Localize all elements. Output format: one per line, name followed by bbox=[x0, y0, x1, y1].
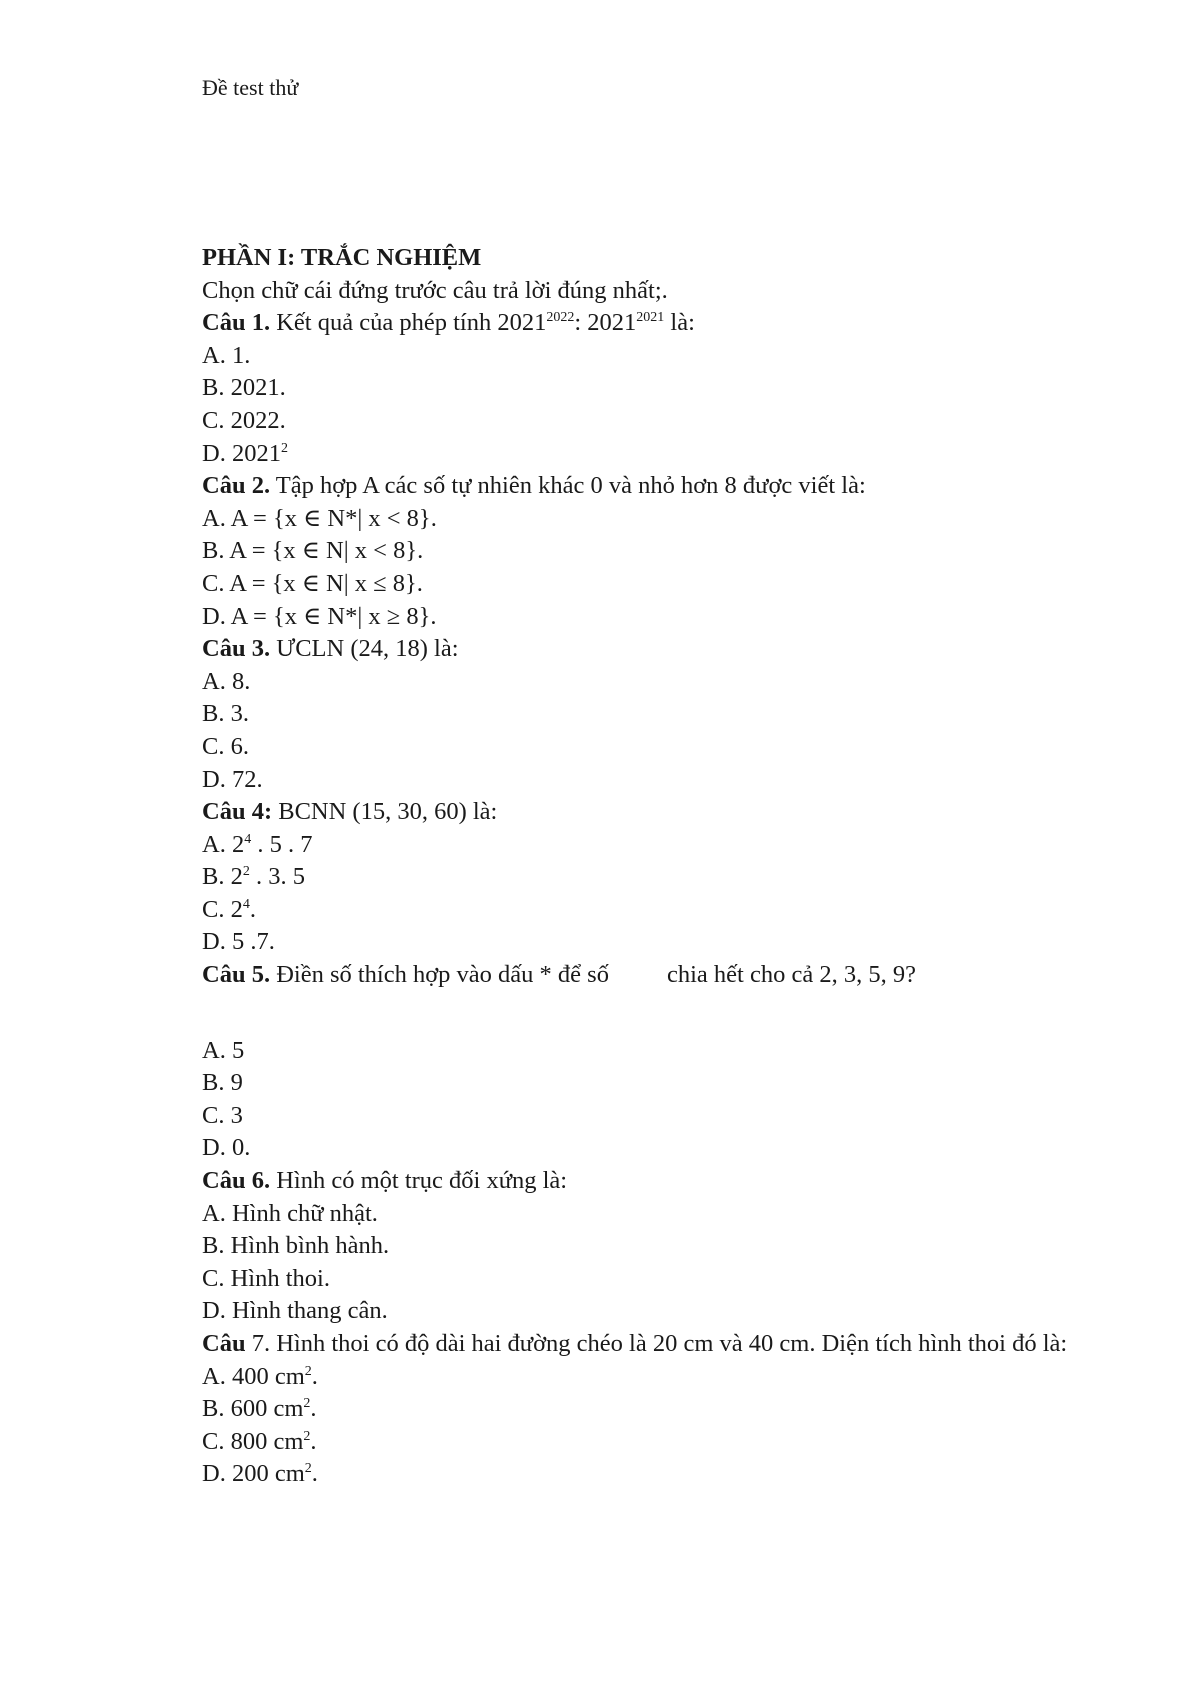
question-text: là: bbox=[664, 309, 695, 337]
answer-option bbox=[202, 438, 1102, 471]
section-title: PHẦN I: TRẮC NGHIỆM bbox=[202, 244, 482, 271]
question-7-stem bbox=[202, 1328, 1102, 1361]
option-text: . bbox=[311, 1460, 318, 1488]
answer-option: C. 2022. bbox=[202, 406, 286, 434]
answer-option: A. Hình chữ nhật. bbox=[202, 1199, 378, 1227]
question-1-stem bbox=[202, 307, 1102, 340]
answer-option bbox=[202, 1458, 1102, 1491]
answer-option bbox=[202, 1393, 1102, 1426]
question-text: Kết quả của phép tính 2021 bbox=[270, 309, 547, 337]
option-text: . bbox=[311, 1362, 318, 1390]
option-text: B. 600 cm bbox=[202, 1395, 304, 1423]
question-text: Điền số thích hợp vào dấu * để số bbox=[270, 961, 609, 989]
answer-option: B. 9 bbox=[202, 1069, 243, 1097]
option-text: C. 2 bbox=[202, 895, 243, 923]
question-label: Câu 1. bbox=[202, 309, 271, 337]
exponent: 2021 bbox=[636, 310, 665, 326]
blank-space bbox=[202, 992, 1102, 1035]
option-text: B. 2 bbox=[202, 863, 243, 891]
answer-option bbox=[202, 894, 1102, 927]
exponent: 2 bbox=[304, 1461, 312, 1477]
answer-option: A. 8. bbox=[202, 667, 251, 695]
answer-option: A. 5 bbox=[202, 1036, 245, 1064]
answer-option: D. Hình thang cân. bbox=[202, 1297, 388, 1325]
answer-option bbox=[202, 829, 1102, 862]
question-4-stem bbox=[202, 796, 1102, 829]
question-label: Câu 6. bbox=[202, 1167, 271, 1195]
question-label: Câu 4: bbox=[202, 798, 273, 826]
question-label: Câu 3. bbox=[202, 635, 271, 663]
question-text: ƯCLN (24, 18) là: bbox=[270, 635, 459, 663]
answer-option: A. A = {x ∈ N*| x < 8}. bbox=[202, 504, 437, 532]
answer-option bbox=[202, 861, 1102, 894]
answer-option: B. A = {x ∈ N| x < 8}. bbox=[202, 537, 424, 565]
question-text: BCNN (15, 30, 60) là: bbox=[272, 798, 498, 826]
question-2-stem bbox=[202, 470, 1102, 503]
answer-option: D. 5 .7. bbox=[202, 928, 275, 956]
option-text: . bbox=[249, 895, 256, 923]
exam-content bbox=[202, 242, 1102, 1491]
page-header: Đề test thử bbox=[202, 75, 299, 100]
option-text: D. 2021 bbox=[202, 439, 281, 467]
option-text: A. 2 bbox=[202, 830, 245, 858]
option-text: . bbox=[310, 1395, 317, 1423]
question-text: chia hết cho cả 2, 3, 5, 9? bbox=[666, 961, 916, 989]
answer-option: C. Hình thoi. bbox=[202, 1264, 330, 1292]
question-label: Câu 5. bbox=[202, 961, 271, 989]
question-text: Tập hợp A các số tự nhiên khác 0 và nhỏ hơn 8 được viết là: bbox=[270, 472, 866, 500]
exponent: 4 bbox=[242, 896, 250, 912]
question-6-stem bbox=[202, 1165, 1102, 1198]
exponent: 2 bbox=[280, 440, 288, 456]
question-3-stem bbox=[202, 633, 1102, 666]
exponent: 2 bbox=[242, 864, 250, 880]
question-text: 7. Hình thoi có độ dài hai đường chéo là 20 cm và 40 cm. Diện tích hình thoi đó là: bbox=[245, 1330, 1068, 1357]
answer-option: D. 72. bbox=[202, 765, 263, 793]
exponent: 2 bbox=[303, 1396, 311, 1412]
option-text: . 3. 5 bbox=[249, 863, 305, 891]
answer-option: B. 2021. bbox=[202, 374, 286, 402]
exponent: 2 bbox=[303, 1428, 311, 1444]
question-label: Câu 2. bbox=[202, 472, 271, 500]
answer-option: C. 3 bbox=[202, 1101, 243, 1129]
answer-option: A. 1. bbox=[202, 341, 251, 369]
option-text: D. 200 cm bbox=[202, 1460, 305, 1488]
question-label: Câu bbox=[202, 1330, 246, 1357]
answer-option: D. A = {x ∈ N*| x ≥ 8}. bbox=[202, 602, 437, 630]
question-text: : 2021 bbox=[574, 309, 637, 337]
option-text: . bbox=[310, 1427, 317, 1455]
answer-option: D. 0. bbox=[202, 1134, 251, 1162]
exponent: 2022 bbox=[546, 310, 575, 326]
option-text: A. 400 cm bbox=[202, 1362, 305, 1390]
option-text: C. 800 cm bbox=[202, 1427, 304, 1455]
question-text: Hình có một trục đối xứng là: bbox=[270, 1167, 568, 1195]
section-instruction: Chọn chữ cái đứng trước câu trả lời đúng nhất;. bbox=[202, 276, 668, 304]
answer-option bbox=[202, 1426, 1102, 1459]
answer-option: B. Hình bình hành. bbox=[202, 1232, 390, 1260]
answer-option: C. A = {x ∈ N| x ≤ 8}. bbox=[202, 569, 423, 597]
answer-option: C. 6. bbox=[202, 732, 249, 760]
exponent: 2 bbox=[304, 1363, 312, 1379]
answer-option: B. 3. bbox=[202, 700, 249, 728]
exponent: 4 bbox=[244, 831, 252, 847]
answer-option bbox=[202, 1361, 1102, 1394]
option-text: . 5 . 7 bbox=[251, 830, 313, 858]
question-5-stem bbox=[202, 959, 1102, 992]
